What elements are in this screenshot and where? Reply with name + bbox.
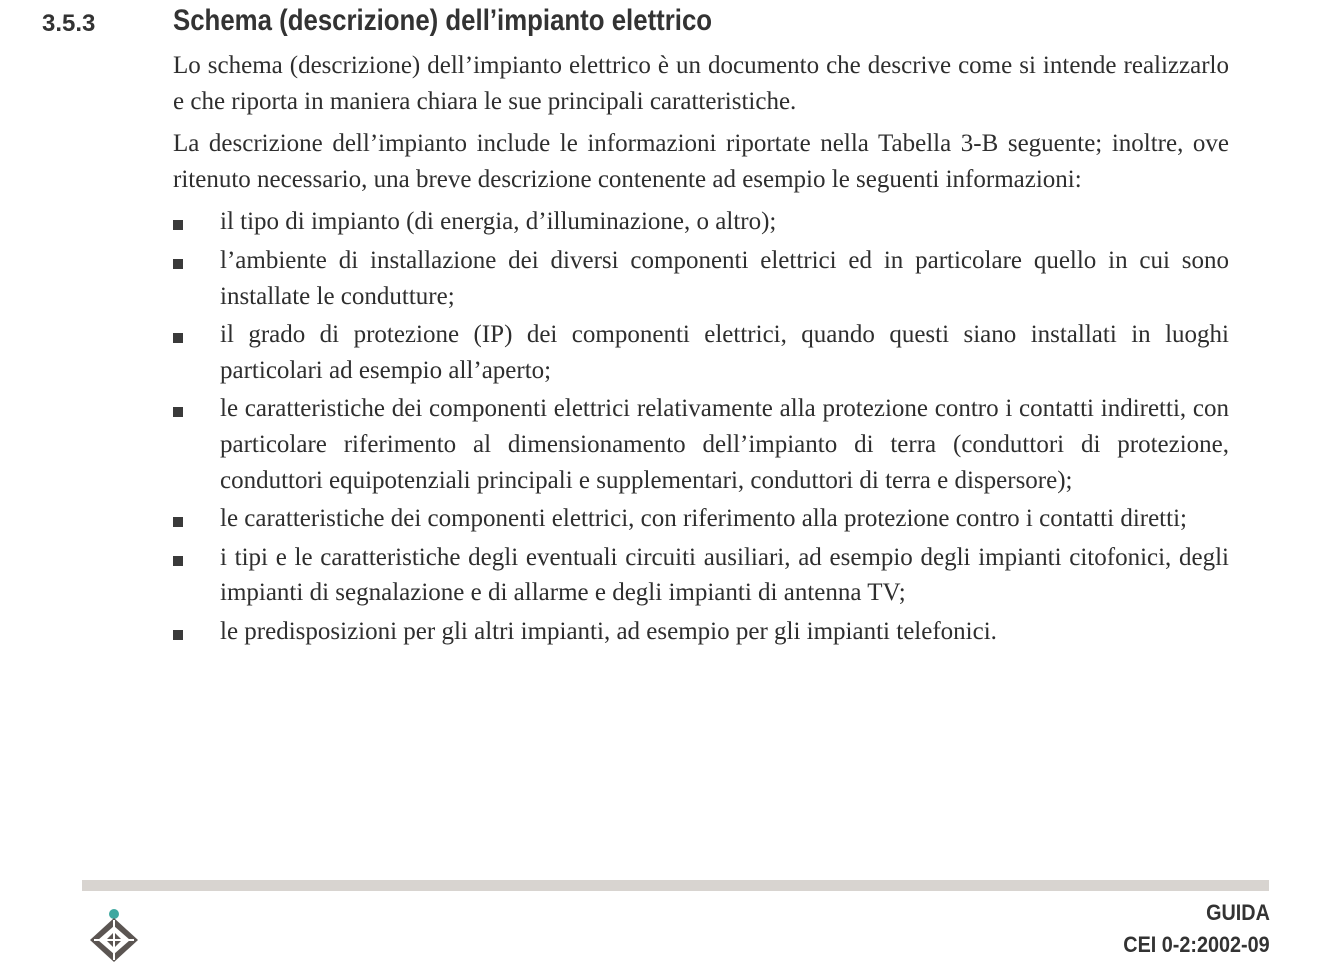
list-item [173, 501, 1229, 537]
square-bullet-icon [173, 517, 183, 527]
list-item [173, 243, 1229, 314]
bullet-list [173, 204, 1229, 649]
footer-divider [82, 880, 1269, 891]
footer-document-code: CEI 0-2:2002-09 [1123, 932, 1270, 957]
square-bullet-icon [173, 407, 183, 417]
list-item [173, 391, 1229, 498]
square-bullet-icon [173, 333, 183, 343]
list-item [173, 204, 1229, 240]
list-item-text: il grado di protezione (IP) dei componenti elettrici, quando questi siano installati in luoghi particolari ad esempio all’aperto; [220, 321, 1229, 384]
paragraph-description: La descrizione dell’impianto include le informazioni riportate nella Tabella 3-B seguente; inoltre, ove ritenuto necessario, una breve descrizione contenente ad esempio le seguenti informazioni: [173, 130, 1229, 193]
square-bullet-icon [173, 556, 183, 566]
list-item-text: le caratteristiche dei componenti elettrici, con riferimento alla protezione contro i contatti diretti; [220, 505, 1187, 533]
list-item-text: le predisposizioni per gli altri impianti, ad esempio per gli impianti telefonici. [220, 617, 997, 645]
list-item-text: l’ambiente di installazione dei diversi componenti elettrici ed in particolare quello in cui sono installate le condutture; [220, 246, 1229, 310]
list-item-text: i tipi e le caratteristiche degli eventuali circuiti ausiliari, ad esempio degli impianti citofonici, degli impianti di segnalazione e di allarme e degli impianti di antenna TV; [220, 543, 1229, 607]
footer-guide-label: GUIDA [1206, 900, 1270, 925]
section-number: 3.5.3 [42, 10, 96, 37]
cei-logo-icon [84, 904, 144, 964]
paragraph-intro: Lo schema (descrizione) dell’impianto elettrico è un documento che descrive come si intende realizzarlo e che riporta in maniera chiara le sue principali caratteristiche. [173, 52, 1229, 115]
list-item [173, 317, 1229, 388]
section-body [173, 48, 1229, 653]
square-bullet-icon [173, 259, 183, 269]
square-bullet-icon [173, 220, 183, 230]
list-item [173, 614, 1229, 650]
list-item [173, 540, 1229, 611]
square-bullet-icon [173, 630, 183, 640]
list-item-text: le caratteristiche dei componenti elettrici relativamente alla protezione contro i contatti indiretti, con particolare riferimento al dimensionamento dell’impianto di terra (conduttori di protezione, conduttori equipotenziali principali e supplementari, conduttori di terra e dispersore); [220, 395, 1229, 494]
section-title: Schema (descrizione) dell’impianto elettrico [173, 4, 713, 37]
list-item-text: il tipo di impianto (di energia, d’illuminazione, o altro); [220, 208, 777, 236]
